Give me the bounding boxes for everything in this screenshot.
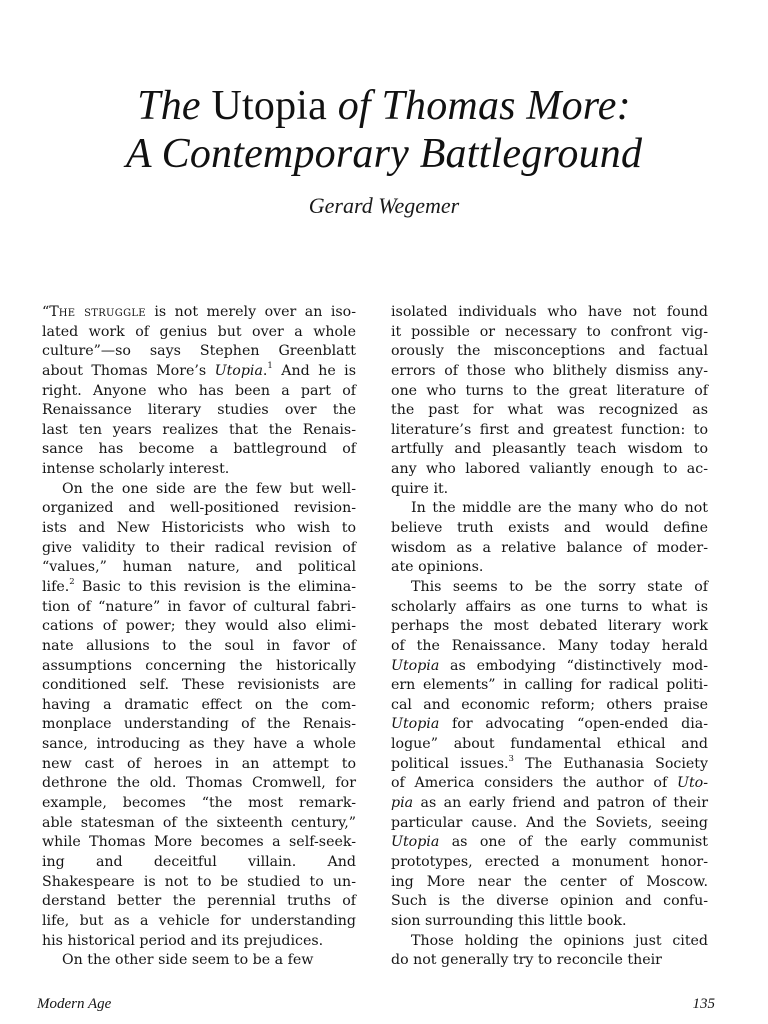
title-word-the: The	[137, 83, 201, 129]
text-line: do not generally try to reconcile their	[391, 952, 662, 969]
text-line: his historical period and its prejudices.	[42, 932, 324, 949]
text-line: organized and well-positioned revision-	[42, 500, 356, 517]
text-line: example, becomes “the most remark-	[42, 795, 356, 812]
text-segment: for advocating “open-ended dia-	[439, 716, 708, 733]
text-line: prototypes, erected a monument honor-	[391, 853, 708, 870]
text-line: give validity to their radical revision of	[42, 539, 356, 556]
text-line: cal and economic reform; others praise	[391, 696, 708, 713]
journal-name: Modern Age	[37, 996, 112, 1012]
text-line: able statesman of the sixteenth century,”	[42, 814, 356, 831]
text-segment: is not merely over an iso-	[145, 304, 356, 320]
text-line: last ten years realizes that the Renais-	[42, 421, 356, 438]
footnote-marker: 3	[508, 754, 514, 764]
italic-title: pia	[391, 795, 414, 812]
text-line: ate opinions.	[391, 559, 484, 576]
italic-title: Utopia	[391, 834, 440, 851]
text-line: any who labored valiantly enough to ac-	[391, 461, 708, 478]
text-line: orously the misconceptions and factual	[391, 343, 708, 360]
body-column-left	[42, 303, 356, 971]
text-line: wisdom as a relative balance of moder-	[391, 539, 708, 556]
text-line: it possible or necessary to confront vig-	[391, 323, 708, 340]
text-line: quire it.	[391, 480, 449, 497]
text-segment: And he is	[272, 362, 356, 379]
text-segment: political issues.	[391, 755, 509, 772]
text-segment: “T	[42, 304, 59, 320]
italic-title: Utopia	[391, 657, 440, 674]
text-line	[391, 755, 708, 775]
text-line: nate allusions to the soul in favor of	[42, 637, 356, 654]
text-line	[391, 833, 708, 853]
page-number: 135	[692, 996, 715, 1012]
text-line: believe truth exists and would define	[391, 520, 708, 537]
text-line: new cast of heroes in an attempt to	[42, 755, 356, 772]
text-line: culture”—so says Stephen Greenblatt	[42, 343, 356, 360]
text-line: sance has become a battleground of	[42, 441, 356, 458]
text-line: intense scholarly interest.	[42, 461, 230, 478]
text-line: Renaissance literary studies over the	[42, 402, 356, 419]
title-word-utopia: Utopia	[211, 83, 327, 129]
author-byline: Gerard Wegemer	[308, 193, 460, 218]
text-line: derstand better the perennial truths of	[42, 893, 356, 910]
text-line: In the middle are the many who do not	[411, 500, 708, 517]
italic-title: Utopia	[391, 716, 440, 733]
small-caps-segment: he struggle	[58, 304, 146, 320]
body-column-right	[391, 303, 708, 971]
text-line: monplace understanding of the Renais-	[42, 716, 356, 733]
text-line: Those holding the opinions just cited	[411, 932, 708, 949]
text-line: perhaps the most debated literary work	[391, 618, 708, 635]
text-segment: Basic to this revision is the elimina-	[74, 578, 356, 595]
text-line: cations of power; they would also elimi-	[42, 618, 356, 635]
text-line: ists and New Historicists who wish to	[42, 520, 356, 537]
text-line: ing More near the center of Moscow.	[391, 873, 708, 890]
text-line: of the Renaissance. Many today herald	[391, 637, 708, 654]
text-line: isolated individuals who have not found	[391, 304, 708, 320]
text-line: tion of “nature” in favor of cultural fabri-	[42, 598, 356, 615]
text-line	[391, 774, 708, 794]
text-line: “values,” human nature, and political	[42, 559, 356, 576]
text-line	[42, 303, 356, 323]
text-segment: life.	[42, 578, 70, 595]
text-line	[42, 362, 356, 382]
title-line-2: A Contemporary Battleground	[125, 131, 643, 177]
text-line: having a dramatic effect on the com-	[42, 696, 356, 713]
text-segment: .	[262, 362, 268, 379]
text-line: dethrone the old. Thomas Cromwell, for	[42, 775, 356, 792]
text-line: one who turns to the great literature of	[391, 382, 708, 399]
text-line: right. Anyone who has been a part of	[42, 382, 356, 399]
text-line: lated work of genius but over a whole	[42, 323, 356, 340]
text-line	[391, 794, 708, 814]
text-line: while Thomas More becomes a self-seek-	[42, 834, 356, 851]
text-line: assumptions concerning the historically	[42, 657, 356, 674]
footnote-marker: 1	[267, 361, 273, 372]
text-line: conditioned self. These revisionists are	[42, 677, 356, 694]
text-segment: about Thomas More’s	[42, 362, 215, 379]
text-line: This seems to be the sorry state of	[411, 578, 708, 595]
title-word-of-thomas-more: of Thomas More:	[337, 83, 631, 129]
text-line: sance, introducing as they have a whole	[42, 736, 356, 753]
text-line: ing and deceitful villain. And	[42, 853, 356, 870]
text-segment: of America considers the author of	[391, 775, 677, 792]
text-line: errors of those who blithely dismiss any-	[391, 362, 708, 379]
text-line: Shakespeare is not to be studied to un-	[42, 873, 356, 890]
text-segment: The Euthanasia Society	[513, 755, 709, 772]
text-line	[391, 657, 708, 677]
text-segment: as embodying “distinctively mod-	[439, 657, 708, 674]
text-line: On the one side are the few but well-	[62, 480, 356, 497]
footnote-marker: 2	[69, 577, 75, 588]
text-line: the past for what was recognized as	[391, 402, 708, 419]
text-line	[42, 578, 356, 598]
italic-title: Utopia	[214, 362, 263, 379]
text-line	[391, 715, 708, 735]
text-line: On the other side seem to be a few	[62, 952, 314, 969]
text-line: artfully and pleasantly teach wisdom to	[391, 441, 708, 458]
text-line: ern elements” in calling for radical politi-	[391, 677, 708, 694]
text-segment: as an early friend and patron of their	[413, 795, 708, 812]
text-line: Such is the diverse opinion and confu-	[391, 893, 708, 910]
italic-title: Uto-	[677, 775, 708, 792]
text-line: particular cause. And the Soviets, seeing	[391, 814, 708, 831]
article-title	[0, 82, 768, 178]
text-line: logue” about fundamental ethical and	[391, 736, 708, 753]
text-line: scholarly affairs as one turns to what is	[391, 598, 708, 615]
text-line: sion surrounding this little book.	[391, 912, 627, 929]
text-line: literature’s first and greatest function: to	[391, 421, 708, 438]
text-segment: as one of the early communist	[439, 834, 708, 851]
text-line: life, but as a vehicle for understanding	[42, 912, 356, 929]
title-line-1	[0, 82, 768, 130]
